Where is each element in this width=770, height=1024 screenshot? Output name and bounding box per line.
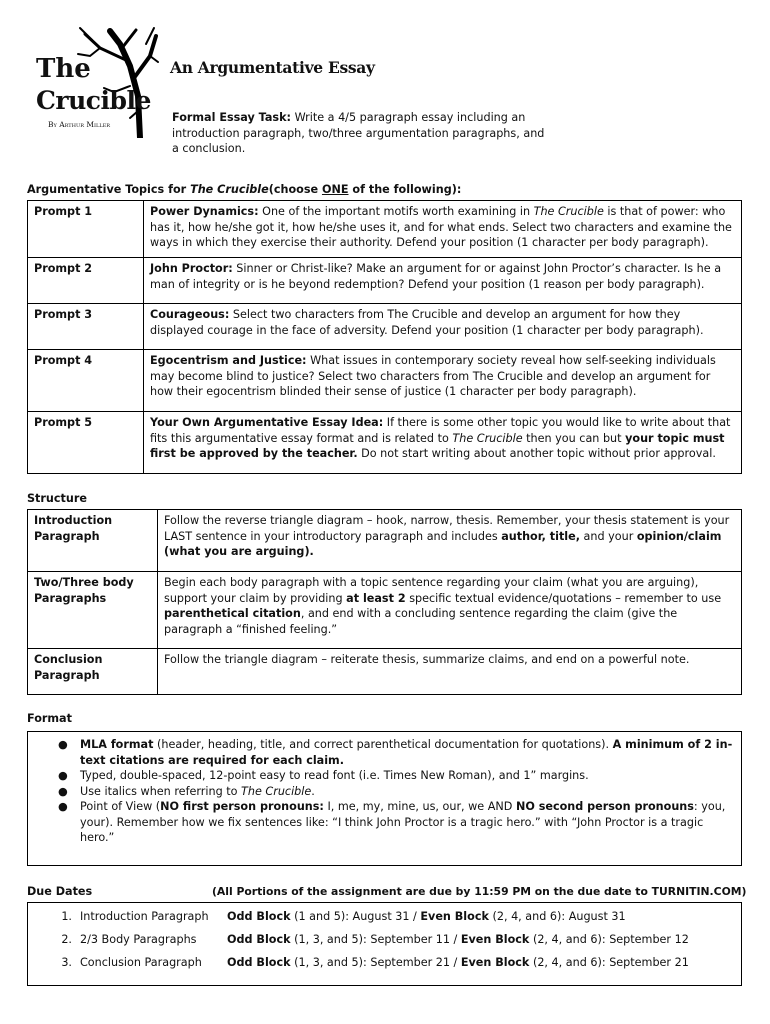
due-row <box>28 955 689 978</box>
structure-bold: opinion/claim (what you are arguing). <box>164 529 722 558</box>
logo-author: By Arthur Miller <box>48 120 111 129</box>
prompt-body: is that of power: who has it, how he/she got it, how he/she uses it, and for what ends. Select two characters and examine the ways in which they exercise their authority. Defend your position (1 character per body paragraph). <box>150 205 732 249</box>
prompt-body: Do not start writing about another topic without prior approval. <box>361 447 716 460</box>
format-bold: A minimum of 2 in-text citations are required for each claim. <box>80 738 733 767</box>
format-italic: The Crucible <box>241 784 312 798</box>
even-block-label: Even Block <box>460 956 530 969</box>
due-item: Conclusion Paragraph <box>80 956 202 969</box>
prompt-label: Prompt 1 <box>28 201 144 258</box>
prompt-text <box>144 201 742 258</box>
prompt-label: Prompt 2 <box>28 258 144 304</box>
prompts-table <box>27 200 742 474</box>
due-item: Introduction Paragraph <box>80 910 209 923</box>
page-title: An Argumentative Essay <box>170 58 375 77</box>
logo-title-line2: Crucible <box>36 86 151 115</box>
prompt-body: If there is some other topic you would like to write about that fits this argumentative essay format and is related to <box>150 416 731 445</box>
due-heading: Due Dates <box>27 885 93 898</box>
due-number: 3. <box>61 956 72 969</box>
prompt-approval: your topic must first be approved by the teacher. <box>150 431 725 460</box>
structure-label <box>28 649 158 695</box>
prompt-body: Select two characters from The Crucible and develop an argument for how they displayed courage in the face of adversity. Defend your position (1 character per body paragraph). <box>150 308 704 337</box>
structure-body: Follow the reverse triangle diagram – hook, narrow, thesis. Remember, your thesis statement is your LAST sentence in your introductory paragraph and includes <box>164 514 730 543</box>
prompt-row <box>28 258 742 304</box>
topics-heading <box>27 182 461 198</box>
bullet-icon: ● <box>58 800 68 813</box>
structure-bold: parenthetical citation <box>164 607 301 620</box>
prompt-body: One of the important motifs worth examining in <box>262 205 531 218</box>
due-number: 2. <box>61 933 72 946</box>
due-note: (All Portions of the assignment are due by 11:59 PM on the due date to TURNITIN.COM) <box>212 885 747 898</box>
structure-label-line: Paragraph <box>34 668 100 682</box>
even-block-date: (2, 4, and 6): August 31 <box>492 910 626 923</box>
odd-block-label: Odd Block <box>227 910 291 923</box>
structure-row <box>28 572 742 649</box>
format-list <box>28 737 741 846</box>
task-description <box>172 110 552 157</box>
odd-block-date: (1, 3, and 5): September 11 / <box>294 933 458 946</box>
even-block-date: (2, 4, and 6): September 12 <box>532 933 689 946</box>
format-text: Point of View ( <box>80 800 161 813</box>
structure-body: Follow the triangle diagram – reiterate thesis, summarize claims, and end on a powerful note. <box>164 653 690 666</box>
prompt-body: then you can but <box>526 431 622 445</box>
structure-label-line: Two/Three body <box>34 576 134 589</box>
format-heading: Format <box>27 712 72 725</box>
due-date <box>227 932 689 955</box>
prompt-text <box>144 412 742 474</box>
prompt-label: Prompt 4 <box>28 350 144 412</box>
crucible-logo <box>30 26 160 138</box>
prompt-text <box>144 304 742 350</box>
task-text: Write a 4/5 paragraph essay including an introduction paragraph, two/three argumentation paragraphs, and a conclusion. <box>172 111 545 155</box>
structure-label-line: Paragraph <box>34 529 100 543</box>
topics-heading-book: The Crucible <box>190 183 269 196</box>
structure-bold: at least 2 <box>346 591 406 605</box>
due-row <box>28 932 689 955</box>
prompt-label: Prompt 5 <box>28 412 144 474</box>
prompt-row <box>28 350 742 412</box>
logo-title-line1: The <box>36 54 91 84</box>
topics-heading-choose: (choose <box>268 183 319 196</box>
format-bold: NO first person pronouns: <box>160 800 324 813</box>
format-item <box>28 737 741 768</box>
even-block-date: (2, 4, and 6): September 21 <box>532 956 689 969</box>
prompt-row <box>28 201 742 258</box>
structure-bold: author, title, <box>501 529 580 543</box>
prompt-book: The Crucible <box>452 431 523 445</box>
structure-heading: Structure <box>27 492 87 505</box>
structure-body: Begin each body paragraph with a topic sentence regarding your claim (what you are arguing), support your claim by providing <box>164 576 699 605</box>
format-item <box>28 799 741 846</box>
odd-block-date: (1 and 5): August 31 / <box>294 910 417 923</box>
format-bold: MLA format <box>80 738 154 751</box>
structure-label-line: Paragraphs <box>34 591 107 605</box>
structure-body: and your <box>583 529 634 543</box>
format-bold: NO second person pronouns <box>515 800 694 813</box>
format-item <box>28 784 741 800</box>
prompt-row <box>28 412 742 474</box>
format-item <box>28 768 741 784</box>
due-date <box>227 955 689 978</box>
structure-text <box>158 572 742 649</box>
prompt-title: Your Own Argumentative Essay Idea: <box>150 416 384 429</box>
structure-row <box>28 510 742 572</box>
even-block-label: Even Block <box>420 910 489 923</box>
even-block-label: Even Block <box>460 933 530 946</box>
structure-table <box>27 509 742 695</box>
structure-body: specific textual evidence/quotations – remember to use <box>409 591 722 605</box>
bullet-icon: ● <box>58 784 68 798</box>
topics-heading-one: ONE <box>321 183 349 196</box>
format-text: (header, heading, title, and correct parenthetical documentation for quotations). <box>157 738 610 751</box>
due-number: 1. <box>61 910 72 923</box>
prompt-title: Courageous: <box>150 308 230 321</box>
prompt-body: Sinner or Christ-like? Make an argument for or against John Proctor’s character. Is he a man of integrity or is he beyond redemption? Defend your position (1 reason per body paragraph). <box>150 262 722 291</box>
prompt-title: John Proctor: <box>150 262 233 275</box>
prompt-book: The Crucible <box>533 205 604 218</box>
format-text: Use italics when referring to <box>80 784 238 798</box>
format-box <box>27 731 742 866</box>
structure-row <box>28 649 742 695</box>
structure-label-line: Conclusion <box>34 653 103 666</box>
structure-label <box>28 572 158 649</box>
task-label: Formal Essay Task: <box>172 111 291 124</box>
format-text: I, me, my, mine, us, our, we AND <box>327 800 513 813</box>
topics-heading-text: Argumentative Topics for <box>27 183 187 196</box>
odd-block-date: (1, 3, and 5): September 21 / <box>294 956 458 969</box>
odd-block-label: Odd Block <box>227 956 291 969</box>
structure-text <box>158 510 742 572</box>
prompt-label: Prompt 3 <box>28 304 144 350</box>
structure-body: , and end with a concluding sentence regarding the claim (give the paragraph a “finished feeling.” <box>164 607 678 636</box>
due-row <box>28 909 689 932</box>
prompt-title: Egocentrism and Justice: <box>150 354 307 367</box>
odd-block-label: Odd Block <box>227 933 291 946</box>
prompt-row <box>28 304 742 350</box>
due-table <box>28 909 689 978</box>
due-item: 2/3 Body Paragraphs <box>80 933 197 946</box>
structure-label <box>28 510 158 572</box>
topics-heading-end: of the following): <box>352 183 462 196</box>
due-box <box>27 902 742 986</box>
bullet-icon: ● <box>58 738 68 751</box>
prompt-text <box>144 350 742 412</box>
format-text: : you, your). Remember how we fix sentences like: “I think John Proctor is a tragic hero.” with “John Proctor is a tragic hero.” <box>80 800 726 844</box>
format-text: Typed, double-spaced, 12-point easy to read font (i.e. Times New Roman), and 1” margins. <box>80 769 589 782</box>
prompt-text <box>144 258 742 304</box>
prompt-title: Power Dynamics: <box>150 205 259 218</box>
bullet-icon: ● <box>58 769 68 782</box>
due-date <box>227 909 689 932</box>
structure-text <box>158 649 742 695</box>
format-text: . <box>311 784 315 798</box>
prompt-body: What issues in contemporary society reveal how self-seeking individuals may become blind to justice? Select two characters from The Crucible and develop an argument for how their egocentrism blinded their sense of justice (1 character per body paragraph). <box>150 354 716 398</box>
structure-label-line: Introduction <box>34 514 113 527</box>
